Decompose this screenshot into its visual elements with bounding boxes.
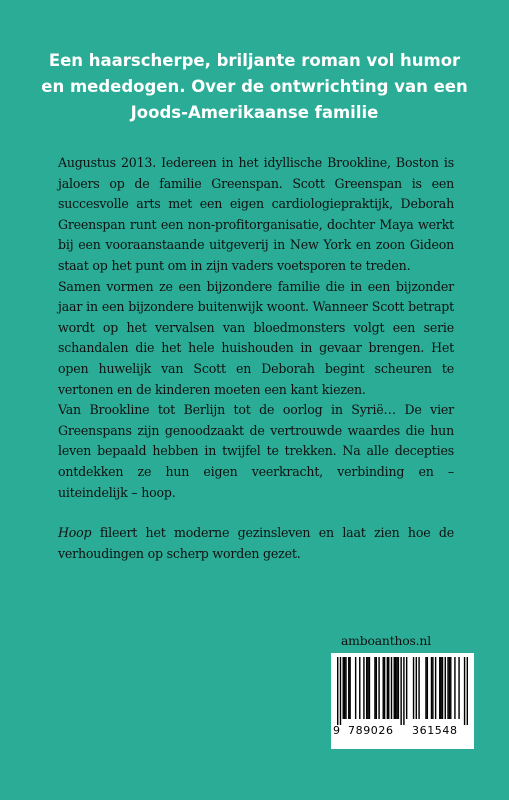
barcode-bar bbox=[425, 657, 426, 719]
blurb-paragraph-4 bbox=[58, 523, 454, 564]
barcode-bar bbox=[442, 657, 443, 719]
barcode-bar bbox=[467, 657, 468, 725]
barcode-bar bbox=[391, 657, 392, 719]
barcode-bar bbox=[440, 657, 441, 719]
barcode-bar bbox=[369, 657, 370, 719]
barcode-bar bbox=[337, 657, 338, 725]
barcode-left-group: 789026 bbox=[348, 724, 394, 737]
barcode-bar bbox=[398, 657, 399, 719]
barcode-bar bbox=[432, 657, 433, 719]
blurb-paragraph-3: Van Brookline tot Berlijn tot de oorlog in Syrië… De vier Greenspans zijn genoodzaakt de vertrouwde waardes die hun leven bepaald hebben in twijfel te trekken. Na alle decepties ontdekken ze hun eigen veerkracht, verbinding en – uiteindelijk – hoop. bbox=[58, 402, 454, 500]
barcode-bar bbox=[458, 657, 459, 719]
barcode-bar bbox=[395, 657, 396, 719]
barcode-bar bbox=[435, 657, 436, 719]
barcode-bar bbox=[445, 657, 446, 719]
tagline bbox=[30, 48, 479, 126]
barcode-bar bbox=[367, 657, 368, 719]
barcode-right-group: 361548 bbox=[412, 724, 458, 737]
barcode-bars bbox=[337, 657, 468, 725]
tagline-line-1: Een haarscherpe, briljante roman vol humor bbox=[48, 51, 461, 70]
blurb-paragraph-2: Samen vormen ze een bijzondere familie die in een bijzonder jaar in een bijzondere buitenwijk woont. Wanneer Scott betrapt wordt op het vervalsen van bloedmonsters volgt een serie schandalen die het hele huishouden in gevaar brengen. Het open huwelijk van Scott en Deborah begint scheuren te vertonen en de kinderen moeten een kant kiezen. bbox=[58, 278, 454, 397]
barcode-bar bbox=[359, 657, 360, 719]
barcode-bar bbox=[383, 657, 384, 719]
barcode-bar bbox=[464, 657, 465, 725]
barcode-bar bbox=[387, 657, 388, 719]
barcode-bar bbox=[363, 657, 364, 719]
barcode-bar bbox=[418, 657, 419, 719]
publisher-website: amboanthos.nl bbox=[341, 633, 431, 648]
barcode-bar bbox=[384, 657, 385, 719]
isbn-barcode bbox=[331, 653, 474, 749]
barcode-bar bbox=[376, 657, 377, 719]
barcode-first-digit: 9 bbox=[333, 724, 341, 737]
barcode-bar bbox=[416, 657, 417, 719]
tagline-line-2: en mededogen. Over de ontwrichting van een bbox=[41, 77, 468, 96]
barcode-bar bbox=[403, 657, 404, 725]
barcode-bar bbox=[348, 657, 349, 719]
barcode-bar bbox=[345, 657, 346, 719]
barcode-bar bbox=[378, 657, 379, 719]
barcode-bar bbox=[450, 657, 451, 719]
barcode-bar bbox=[366, 657, 367, 719]
barcode-bar bbox=[388, 657, 389, 719]
barcode-bar bbox=[406, 657, 407, 719]
barcode-bar bbox=[340, 657, 341, 725]
barcode-bar bbox=[454, 657, 455, 719]
blurb bbox=[58, 153, 454, 564]
barcode-bar bbox=[431, 657, 432, 719]
barcode-bar bbox=[396, 657, 397, 719]
barcode-bar bbox=[349, 657, 350, 719]
book-title: Hoop bbox=[58, 525, 92, 541]
barcode-bar bbox=[400, 657, 401, 725]
barcode-bar bbox=[449, 657, 450, 719]
barcode-bar bbox=[413, 657, 414, 719]
barcode-bar bbox=[355, 657, 356, 719]
tagline-line-3: Joods-Amerikaanse familie bbox=[130, 103, 379, 122]
barcode-bar bbox=[344, 657, 345, 719]
blurb-paragraph-4-text: fileert het moderne gezinsleven en laat zien hoe de verhoudingen op scherp worden gezet. bbox=[58, 525, 454, 561]
barcode-bar bbox=[447, 657, 448, 719]
barcode-bar bbox=[394, 657, 395, 719]
barcode-bar bbox=[343, 657, 344, 719]
blurb-paragraph-1: Augustus 2013. Iedereen in het idyllische Brookline, Boston is jaloers op de familie Greenspan. Scott Greenspan is een succesvolle arts met een eigen cardiologiepraktijk, Deborah Greenspan runt een non-profitorganisatie, dochter Maya werkt bij een vooraanstaande uitgeverij in New York en zoon Gideon staat op het punt om in zijn vaders voetsporen te treden. bbox=[58, 155, 454, 273]
barcode-bar bbox=[374, 657, 375, 719]
barcode-bar bbox=[439, 657, 440, 719]
barcode-bar bbox=[427, 657, 428, 719]
